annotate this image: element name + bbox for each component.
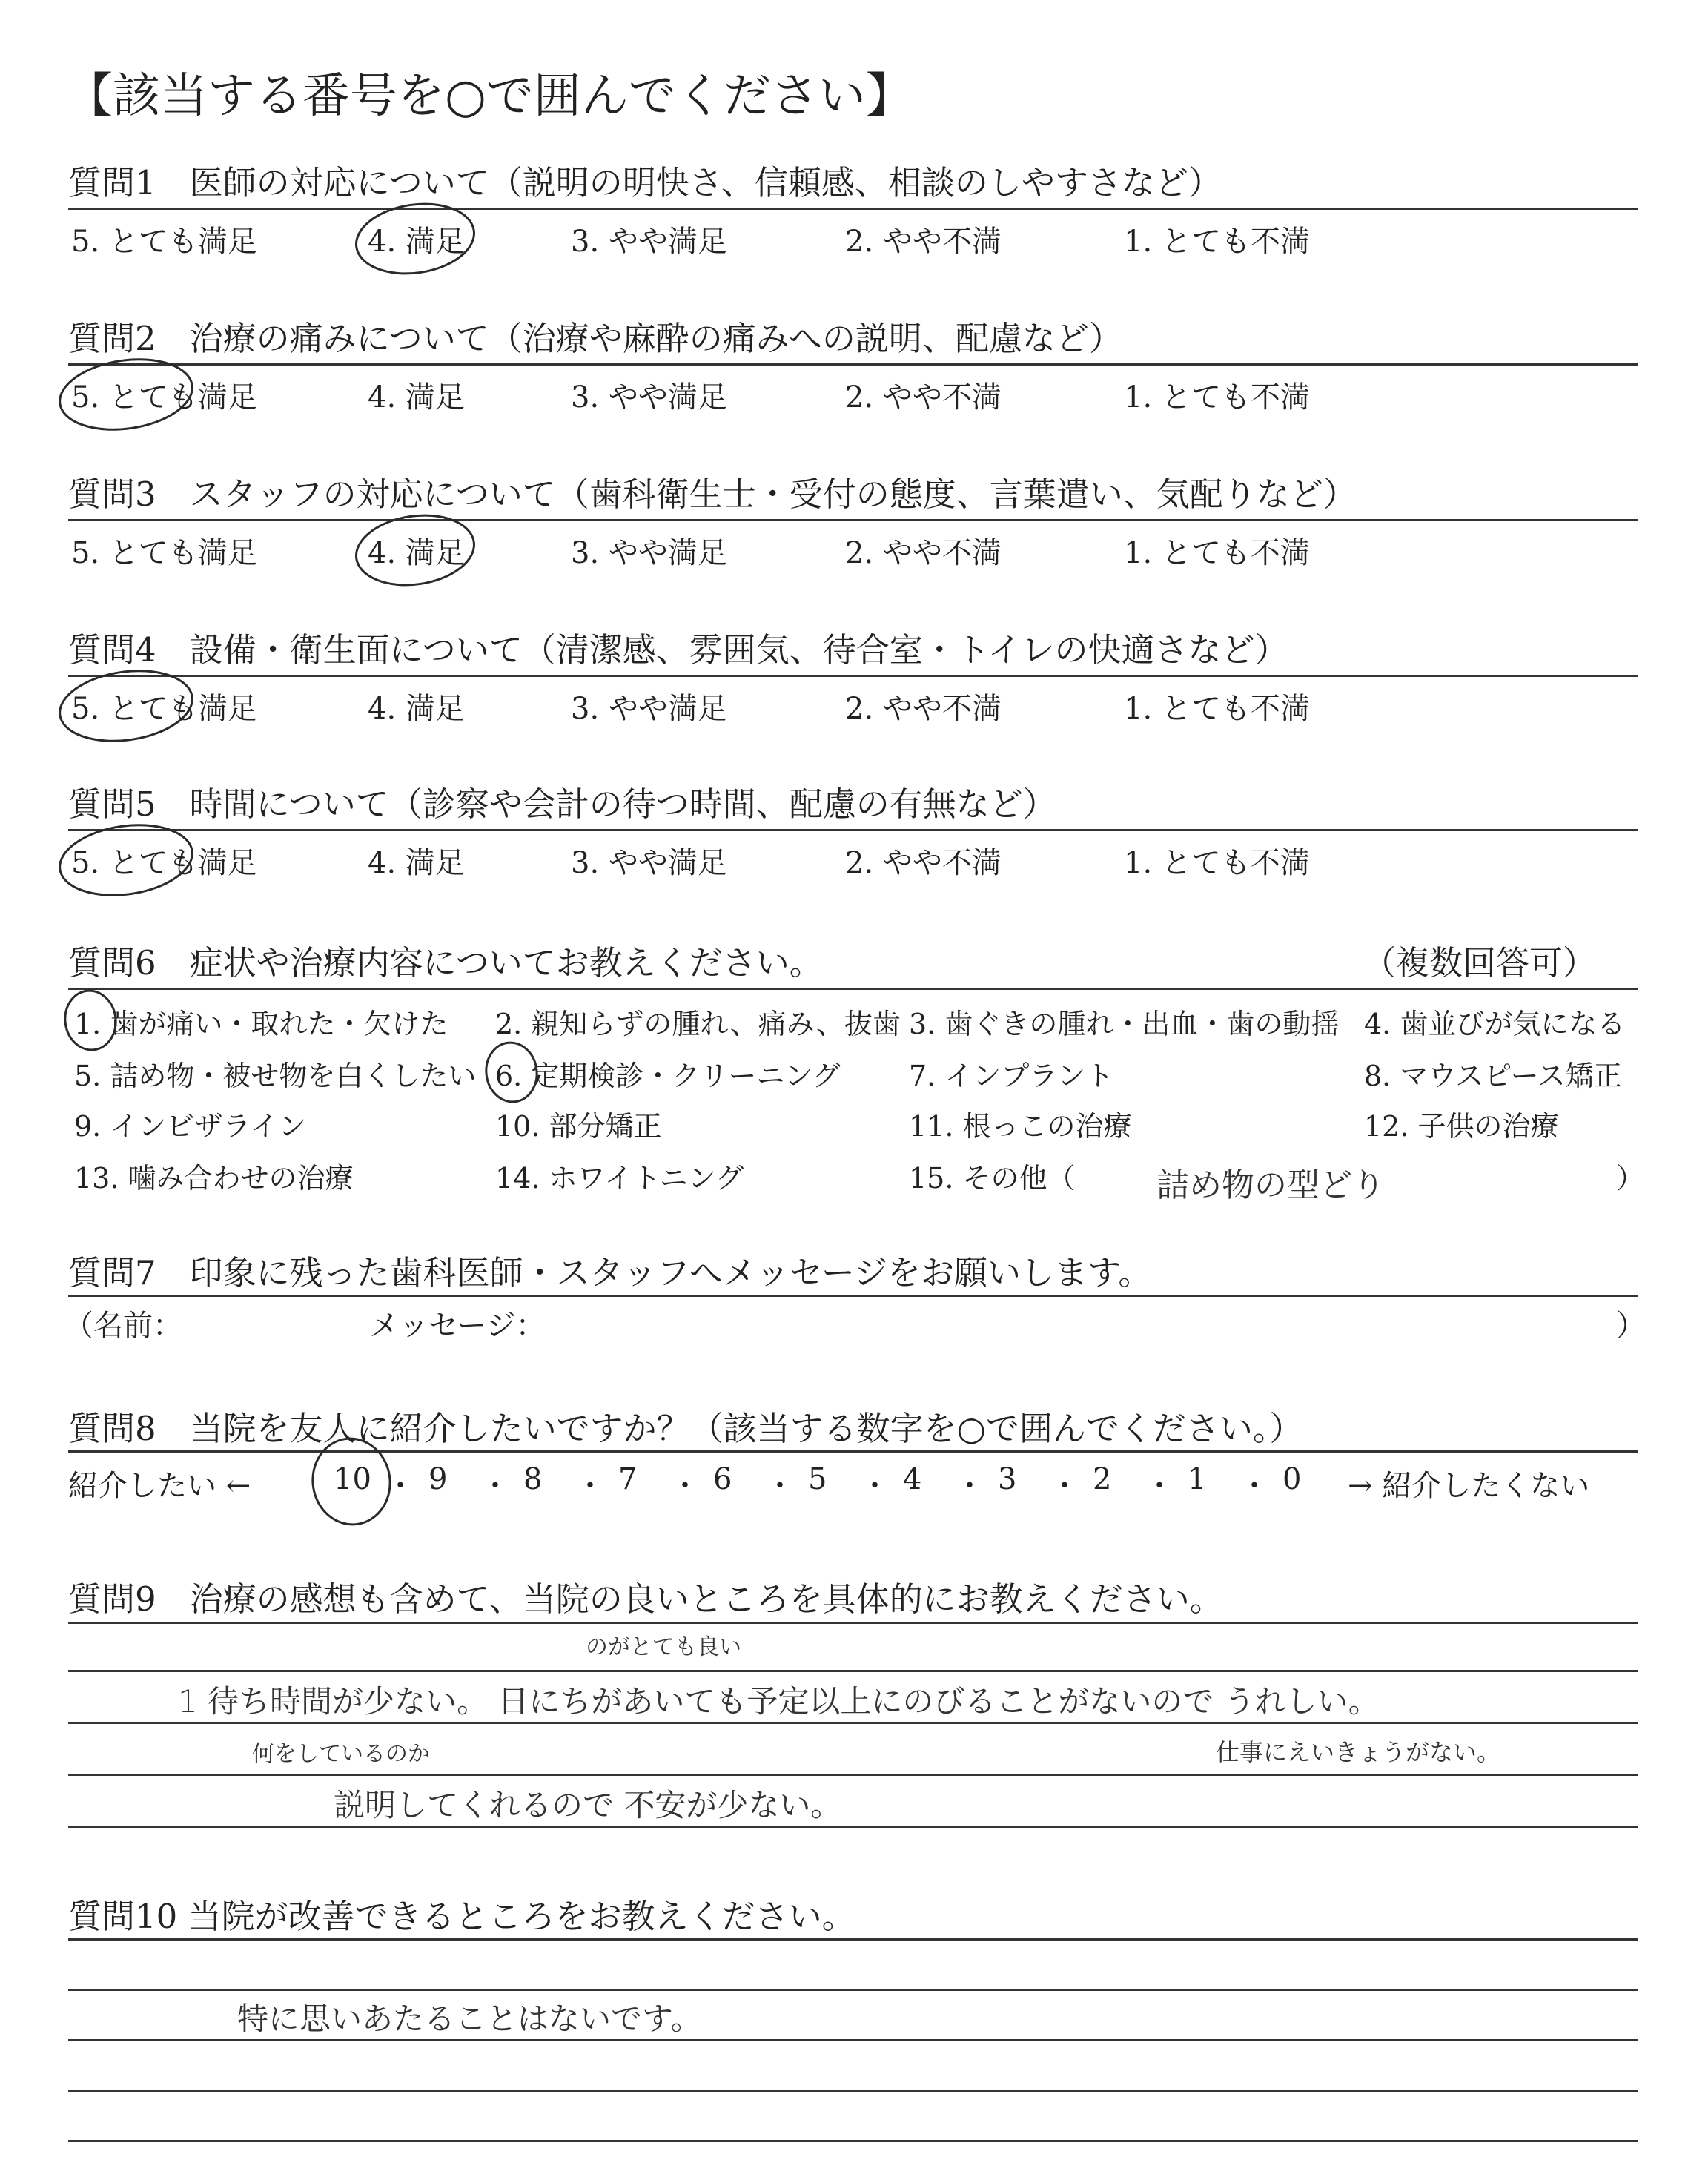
q8-separator: ・ bbox=[860, 1469, 890, 1503]
q6-option-2[interactable]: 2. 親知らずの腫れ、痛み、抜歯 bbox=[495, 1008, 901, 1040]
q6-other-answer[interactable]: 詰め物の型どり bbox=[1156, 1166, 1385, 1204]
q3-option-2[interactable]: 2. やや不満 bbox=[845, 536, 1002, 570]
q6-note: （複数回答可） bbox=[1363, 943, 1597, 982]
q8-separator: ・ bbox=[670, 1469, 700, 1503]
q3-option-4[interactable]: 4. 満足 bbox=[368, 536, 465, 570]
q3-option-1[interactable]: 1. とても不満 bbox=[1124, 536, 1310, 570]
q8-title: 質問8 当院を友人に紹介したいですか？（該当する数字を○で囲んでください。） bbox=[68, 1409, 1303, 1448]
q4-option-4[interactable]: 4. 満足 bbox=[368, 692, 465, 726]
q7-name-label: （名前： bbox=[64, 1309, 182, 1343]
q6-option-7[interactable]: 7. インプラント bbox=[909, 1060, 1114, 1092]
q5-option-1[interactable]: 1. とても不満 bbox=[1124, 846, 1310, 880]
q4-option-1[interactable]: 1. とても不満 bbox=[1124, 692, 1310, 726]
q3-title: 質問3 スタッフの対応について（歯科衛生士・受付の態度、言葉遣い、気配りなど） bbox=[68, 475, 1357, 514]
q8-scale-4[interactable]: 4 bbox=[903, 1462, 922, 1496]
q8-scale-10[interactable]: 10 bbox=[334, 1462, 371, 1496]
q8-scale-5[interactable]: 5 bbox=[808, 1462, 827, 1496]
q6-option-3[interactable]: 3. 歯ぐきの腫れ・出血・歯の動揺 bbox=[909, 1008, 1340, 1040]
q9-note-2: 何をしているのか bbox=[252, 1741, 430, 1767]
q1-title: 質問1 医師の対応について（説明の明快さ、信頼感、相談のしやすさなど） bbox=[68, 163, 1222, 202]
q9-note-3: 仕事にえいきょうがない。 bbox=[1216, 1738, 1501, 1766]
q4-selection-circle bbox=[55, 663, 196, 749]
q4-option-2[interactable]: 2. やや不満 bbox=[845, 692, 1002, 726]
q6-title: 質問6 症状や治療内容についてお教えください。 bbox=[68, 943, 823, 982]
q1-option-4[interactable]: 4. 満足 bbox=[368, 225, 465, 259]
q6-option-9[interactable]: 9. インビザライン bbox=[74, 1110, 307, 1143]
q3-option-3[interactable]: 3. やや満足 bbox=[571, 536, 727, 570]
q8-scale-7[interactable]: 7 bbox=[618, 1462, 638, 1496]
q6-option-15[interactable]: 15. その他（ bbox=[909, 1162, 1076, 1195]
q6-option-6[interactable]: 6. 定期検診・クリーニング bbox=[495, 1060, 841, 1092]
q2-option-2[interactable]: 2. やや不満 bbox=[845, 380, 1002, 415]
q2-option-3[interactable]: 3. やや満足 bbox=[571, 380, 727, 415]
q8-scale-8[interactable]: 8 bbox=[523, 1462, 543, 1496]
q8-scale-0[interactable]: 0 bbox=[1282, 1462, 1302, 1496]
q8-separator: ・ bbox=[480, 1469, 510, 1503]
q6-option-10[interactable]: 10. 部分矯正 bbox=[495, 1110, 662, 1143]
q8-separator: ・ bbox=[385, 1469, 415, 1503]
q6-option-8[interactable]: 8. マウスピース矯正 bbox=[1364, 1060, 1622, 1092]
q8-separator: ・ bbox=[765, 1469, 795, 1503]
q10-title: 質問10 当院が改善できるところをお教えください。 bbox=[68, 1897, 855, 1936]
q2-selection-circle bbox=[55, 351, 196, 437]
q8-scale-3[interactable]: 3 bbox=[998, 1462, 1017, 1496]
q2-option-5[interactable]: 5. とても満足 bbox=[71, 380, 257, 415]
q8-separator: ・ bbox=[955, 1469, 984, 1503]
q9-answer-line2[interactable]: 説明してくれるので 不安が少ない。 bbox=[334, 1787, 842, 1823]
q6-option-1[interactable]: 1. 歯が痛い・取れた・欠けた bbox=[74, 1008, 448, 1040]
q4-option-3[interactable]: 3. やや満足 bbox=[571, 692, 727, 726]
q3-option-5[interactable]: 5. とても満足 bbox=[71, 536, 257, 570]
q5-option-3[interactable]: 3. やや満足 bbox=[571, 846, 727, 880]
q5-selection-circle bbox=[55, 817, 196, 903]
q8-left-label: 紹介したい ← bbox=[68, 1469, 251, 1503]
q2-option-4[interactable]: 4. 満足 bbox=[368, 380, 465, 415]
q6-option-13[interactable]: 13. 噛み合わせの治療 bbox=[74, 1162, 354, 1195]
q4-option-5[interactable]: 5. とても満足 bbox=[71, 692, 257, 726]
q9-answer-line1[interactable]: 1 待ち時間が少ない。 日にちがあいても予定以上にのびることがないので うれしい。 bbox=[178, 1683, 1380, 1720]
q5-option-5[interactable]: 5. とても満足 bbox=[71, 846, 257, 880]
q5-option-4[interactable]: 4. 満足 bbox=[368, 846, 465, 880]
q8-scale-6[interactable]: 6 bbox=[713, 1462, 732, 1496]
q8-separator: ・ bbox=[1050, 1469, 1079, 1503]
q8-selection-circle bbox=[307, 1433, 395, 1529]
q1-selection-circle bbox=[351, 196, 478, 280]
q9-title: 質問9 治療の感想も含めて、当院の良いところを具体的にお教えください。 bbox=[68, 1579, 1223, 1619]
q6-option-14[interactable]: 14. ホワイトニング bbox=[495, 1162, 744, 1195]
q3-selection-circle bbox=[351, 508, 478, 592]
q1-option-2[interactable]: 2. やや不満 bbox=[845, 225, 1002, 259]
q6-option-11[interactable]: 11. 根っこの治療 bbox=[909, 1110, 1132, 1143]
q5-option-2[interactable]: 2. やや不満 bbox=[845, 846, 1002, 880]
q6-option-12[interactable]: 12. 子供の治療 bbox=[1364, 1110, 1559, 1143]
q1-option-1[interactable]: 1. とても不満 bbox=[1124, 225, 1310, 259]
page-header: 【該当する番号を○で囲んでください】 bbox=[65, 69, 913, 124]
q8-scale-1[interactable]: 1 bbox=[1188, 1462, 1207, 1496]
q2-title: 質問2 治療の痛みについて（治療や麻酔の痛みへの説明、配慮など） bbox=[68, 319, 1122, 358]
q7-title: 質問7 印象に残った歯科医師・スタッフへメッセージをお願いします。 bbox=[68, 1253, 1152, 1292]
q8-separator: ・ bbox=[1145, 1469, 1174, 1503]
q8-scale-2[interactable]: 2 bbox=[1093, 1462, 1112, 1496]
q7-close: ） bbox=[1616, 1309, 1646, 1343]
q6-option-4[interactable]: 4. 歯並びが気になる bbox=[1364, 1008, 1626, 1040]
q1-option-5[interactable]: 5. とても満足 bbox=[71, 225, 257, 259]
q2-option-1[interactable]: 1. とても不満 bbox=[1124, 380, 1310, 415]
q8-right-label: → 紹介したくない bbox=[1348, 1469, 1590, 1503]
q9-insert-note: のがとても良い bbox=[586, 1634, 741, 1660]
q5-title: 質問5 時間について（診察や会計の待つ時間、配慮の有無など） bbox=[68, 785, 1056, 824]
q6-selection-circle-6 bbox=[483, 1040, 540, 1106]
q8-separator: ・ bbox=[575, 1469, 605, 1503]
q6-selection-circle-1 bbox=[62, 988, 119, 1054]
q8-separator: ・ bbox=[1239, 1469, 1269, 1503]
q4-title: 質問4 設備・衛生面について（清潔感、雰囲気、待合室・トイレの快適さなど） bbox=[68, 630, 1288, 670]
q10-answer[interactable]: 特に思いあたることはないです。 bbox=[237, 2001, 702, 2037]
q6-other-close: ） bbox=[1616, 1162, 1645, 1195]
q8-scale-9[interactable]: 9 bbox=[428, 1462, 448, 1496]
q1-option-3[interactable]: 3. やや満足 bbox=[571, 225, 727, 259]
q6-option-5[interactable]: 5. 詰め物・被せ物を白くしたい bbox=[74, 1060, 477, 1092]
q7-message-label: メッセージ： bbox=[369, 1309, 546, 1343]
